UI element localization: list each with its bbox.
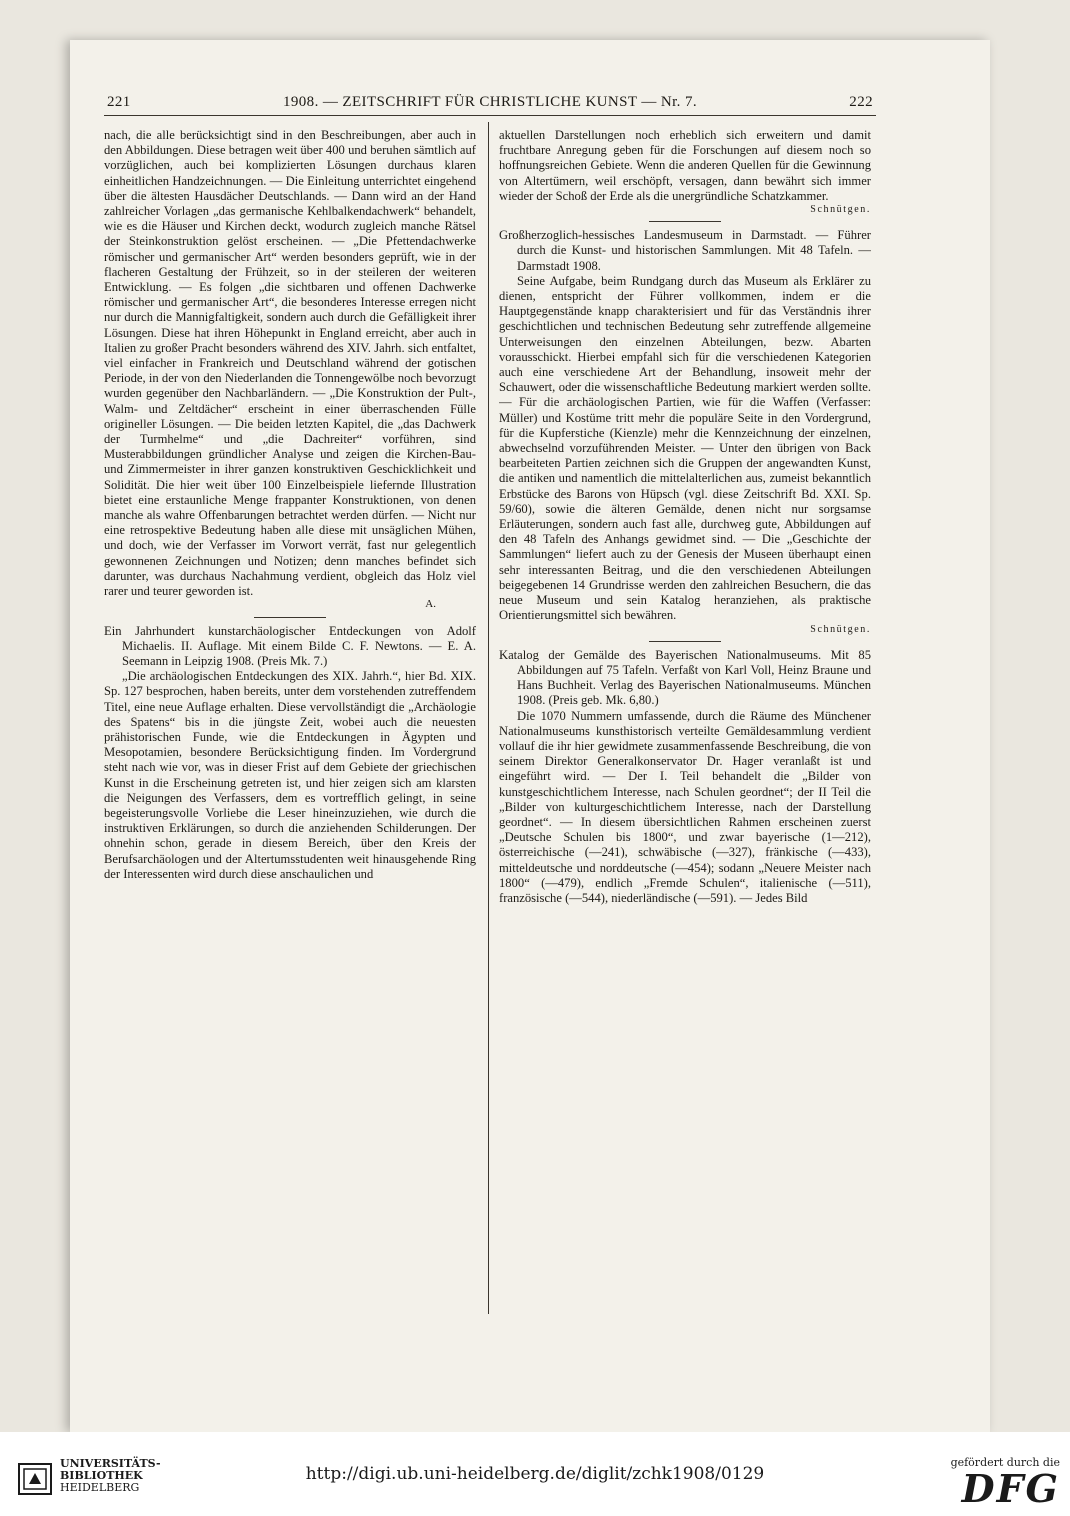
header-rule: [104, 115, 876, 116]
page-number-right: 222: [849, 94, 873, 110]
review-text: Seine Aufgabe, beim Rundgang durch das Museum als Erklärer zu dienen, entspricht der Führer vollkommen, indem er die Hauptgegenstände knapp charakterisiert und für das Verständnis ihrer geschichtlichen und technischen Bedeutung sehr zutreffende allgemeine Unterweisungen den einzelnen Abteilungen, bezw. Abarten vorausschickt. Hierbei empfahl sich für die verschiedenen Kategorien auch eine verschiedene Art der Behandlung, insoweit mehr der Schauwert, oder die wissenschaftliche Bedeutung markiert werden sollte. — Für die archäologischen Partien, wie für die Waffen (Verfasser: Müller) und Kostüme tritt mehr die populäre Seite in den Vordergrund, für die Kupferstiche (Kienzle) mehr die Kennzeichnung der einzelnen, abwechselnd vorzuführenden Meister. — Unter den übrigen von Back bearbeiteten Partien zeichnen sich die Gruppen der angewandten Kunst, die antiken und namentlich die mittelalterlichen aus, zumeist bekanntlich Erbstücke des Barons von Hüpsch (vgl. diese Zeitschrift Bd. XXI. Sp. 59/60), sowie die älteren Gemälde, denen nicht nur sorgsamse Erläuterungen, sondern auch fast alle, durchweg gute, Abbildungen auf den 48 Tafeln des Anhangs gewidmet sind. — Die „Geschichte der Sammlungen“ liefert auch zu der Genesis der Museen überhaupt einen sehr interessanten Beitrag, und die den verschiedenen Abteilungen beigegebenen 14 Grundrisse werden den zahlreichen Besuchern, die das neue Museum und sein Katalog heranziehen, als praktische Orientierungsmittel sich bewähren.: [499, 273, 871, 623]
review-text: Die 1070 Nummern umfassende, durch die Räume des Münchener Nationalmuseums kunsthistorisch verteilte Gemäldesammlung verdient vollauf die ihr hier gewidmete zusammenfassende Beschreibung, die von seinem Direktor Generalkonservator Dr. Hager veranlaßt ist und eingeführt wird. — Der I. Teil behandelt die „Bilder von kunstgeschichtlichem Interesse, nach Schulen geordnet“; der II Teil die „Bilder von kulturgeschichtlichem Interesse, nach der Darstellung geordnet“. — In diesem übersichtlichen Rahmen erscheinen zuerst „Deutsche Schulen bis 1800“, und zwar bayerische (1—212), österreichische (—241), schwäbische (—327), fränkische (—433), mitteldeutsche und norddeutsche (—454); sodann „Neuere Meister nach 1800“ (—479), endlich „Fremde Schulen“, italienische (—511), französische (—544), niederländische (—591). — Jedes Bild: [499, 708, 871, 905]
left-column: [104, 128, 476, 1320]
book-entry-heading: Ein Jahrhundert kunstarchäologischer Entdeckungen von Adolf Michaelis. II. Auflage. Mit einem Bilde C. F. Newtons. — E. A. Seemann in Leipzig 1908. (Preis Mk. 7.): [104, 623, 476, 668]
dfg-wordmark: DFG: [961, 1466, 1060, 1511]
review-text: „Die archäologischen Entdeckungen des XIX. Jahrh.“, hier Bd. XIX. Sp. 127 besprochen, haben bereits, unter dem vorstehenden zutreffendem Titel, eine neue Auflage erhalten. Diese vervollständigt die „Archäologie des Spatens“ bis in die jüngste Zeit, wobei auch die neuesten prähistorischen Funde, wie die Entdeckungen in Ägypten und Mesopotamien, besondere Berücksichtigung finden. Im Vordergrund steht nach wie vor, was in dieser Frist auf dem Gebiete der griechischen Kunst in die Erscheinung getreten ist, und hier zeigen sich am klarsten die Neigungen des Verfassers, dem es vortrefflich gelingt, in seine begeisterungsvolle Vorliebe die Leser hineinzuziehen, wie durch die instruktiven Erklärungen, so durch die anziehenden Schilderungen. Der ohnehin schon, gerade in diesem Bereich, über den Kreis der Berufsarchäologen und der Altertumsstudenten weit hinausgehende Ring der Interessenten wird durch diese anschaulichen und: [104, 669, 476, 881]
library-name-line2: BIBLIOTHEK: [60, 1469, 143, 1482]
book-entry-heading: Katalog der Gemälde des Bayerischen Nationalmuseums. Mit 85 Abbildungen auf 75 Tafeln. Verfaßt von Karl Voll, Heinz Braune und Hans Buchheit. Verlag des Bayerischen Nationalmuseums. München 1908. (Preis geb. Mk. 6,80.): [499, 647, 871, 708]
library-name-line3: HEIDELBERG: [60, 1481, 140, 1494]
right-column: [499, 128, 871, 1320]
review-text: nach, die alle berücksichtigt sind in den Beschreibungen, aber auch in den Abbildungen. Diese betragen weit über 400 und beruhen sämtlich auf vorzüglichen, auch bei komplizierten Lösungen durchaus klaren einheitlichen Handzeichnungen. — Die Einleitung unterrichtet eingehend über die ältesten Hausdächer Deutschlands. — Dann wird an der Hand zahlreicher Vorlagen „das germanische Kehlbalkendachwerk“ behandelt, wie es die Häuser und Kirchen deckt, wodurch zugleich manche Rätsel der Steinkonstruktion gelöst erscheinen. — „Die Pfettendachwerke römischer und germanischer Art“ werden besonders geprüft, wie in der flacheren Gestaltung der Frühzeit, so in der steileren der weiteren Entwicklung. — Es folgen „die sichtbaren und offenen Dachwerke römischer und germanischer Art“, die besonderes Interesse erregen nicht nur durch die Mannigfaltigkeit, sondern auch durch die Gefälligkeit ihrer Lösungen. Diese hat ihren Höhepunkt in England erreicht, aber auch in Italien zu großer Pracht besonders während des XIV. Jahrh. sich entfaltet, viel einfacher in Frankreich und Deutschland während der gotischen Periode, in der von den Niederlanden die Tonnengewölbe noch bevorzugt wurden gegenüber den Nachbarländern. — „Die Konstruktion der Pult-, Walm- und Zeltdächer“ erscheint in einer überraschenden Fülle origineller Lösungen. — Die beiden letzten Kapitel, die „das Dachwerk der Turmhelme“ und „die Dachreiter“ vorführen, sind Musterabbildungen gründlicher Analyse und zeigen die Kirchen-Bau- und Zimmermeister in ihrer ganzen konstruktiven Geschicklichkeit und Solidität. Die hier weit über 100 Einzelbeispiele liefernde Illustration bietet eine erstaunliche Menge frappanter Konstruktionen, von denen manche als wahre Offenbarungen betrachtet werden dürfen. — Nicht nur eine retrospektive Bedeutung haben alle diese mit unsäglichen Mühen, und doch, wie der Verfasser im Vorwort verrät, fast nur gelegentlich gewonnenen Zeichnungen und Notizen; denn manches befindet sich darunter, was durchaus Nachahmung verdient, obgleich das Holz viel rarer und teurer geworden ist.: [104, 128, 476, 599]
section-divider: [649, 641, 721, 642]
review-signature: Schnütgen.: [810, 623, 871, 635]
column-separator: [488, 122, 489, 1314]
funded-by-label: gefördert durch die: [950, 1456, 1060, 1469]
section-divider: [254, 617, 326, 618]
running-head: [104, 92, 876, 116]
page-number-left: 221: [107, 94, 131, 110]
section-divider: [649, 221, 721, 222]
library-name-line1: UNIVERSITÄTS-: [60, 1457, 161, 1470]
permalink-url[interactable]: http://digi.ub.uni-heidelberg.de/diglit/zchk1908/0129: [305, 1464, 765, 1484]
review-signature: A.: [425, 598, 436, 611]
dfg-logo[interactable]: [950, 1456, 1060, 1511]
book-entry-heading: Großherzoglich-hessisches Landesmuseum in Darmstadt. — Führer durch die Kunst- und historischen Sammlungen. Mit 48 Tafeln. — Darmstadt 1908.: [499, 228, 871, 273]
journal-title: 1908. — ZEITSCHRIFT FÜR CHRISTLICHE KUNST — Nr. 7.: [282, 94, 698, 110]
review-signature: Schnütgen.: [810, 204, 871, 216]
review-text: aktuellen Darstellungen noch erheblich sich erweitern und damit fruchtbare Anregung geben für die Forschungen auf diesem noch so hoffnungsreichen Gebiete. Wenn die anderen Quellen für die Gewinnung von Altertümern, weil erschöpft, versagen, dann bewährt sich immer wieder der Schoß der Erde als die unergründliche Schatzkammer.: [499, 128, 871, 203]
